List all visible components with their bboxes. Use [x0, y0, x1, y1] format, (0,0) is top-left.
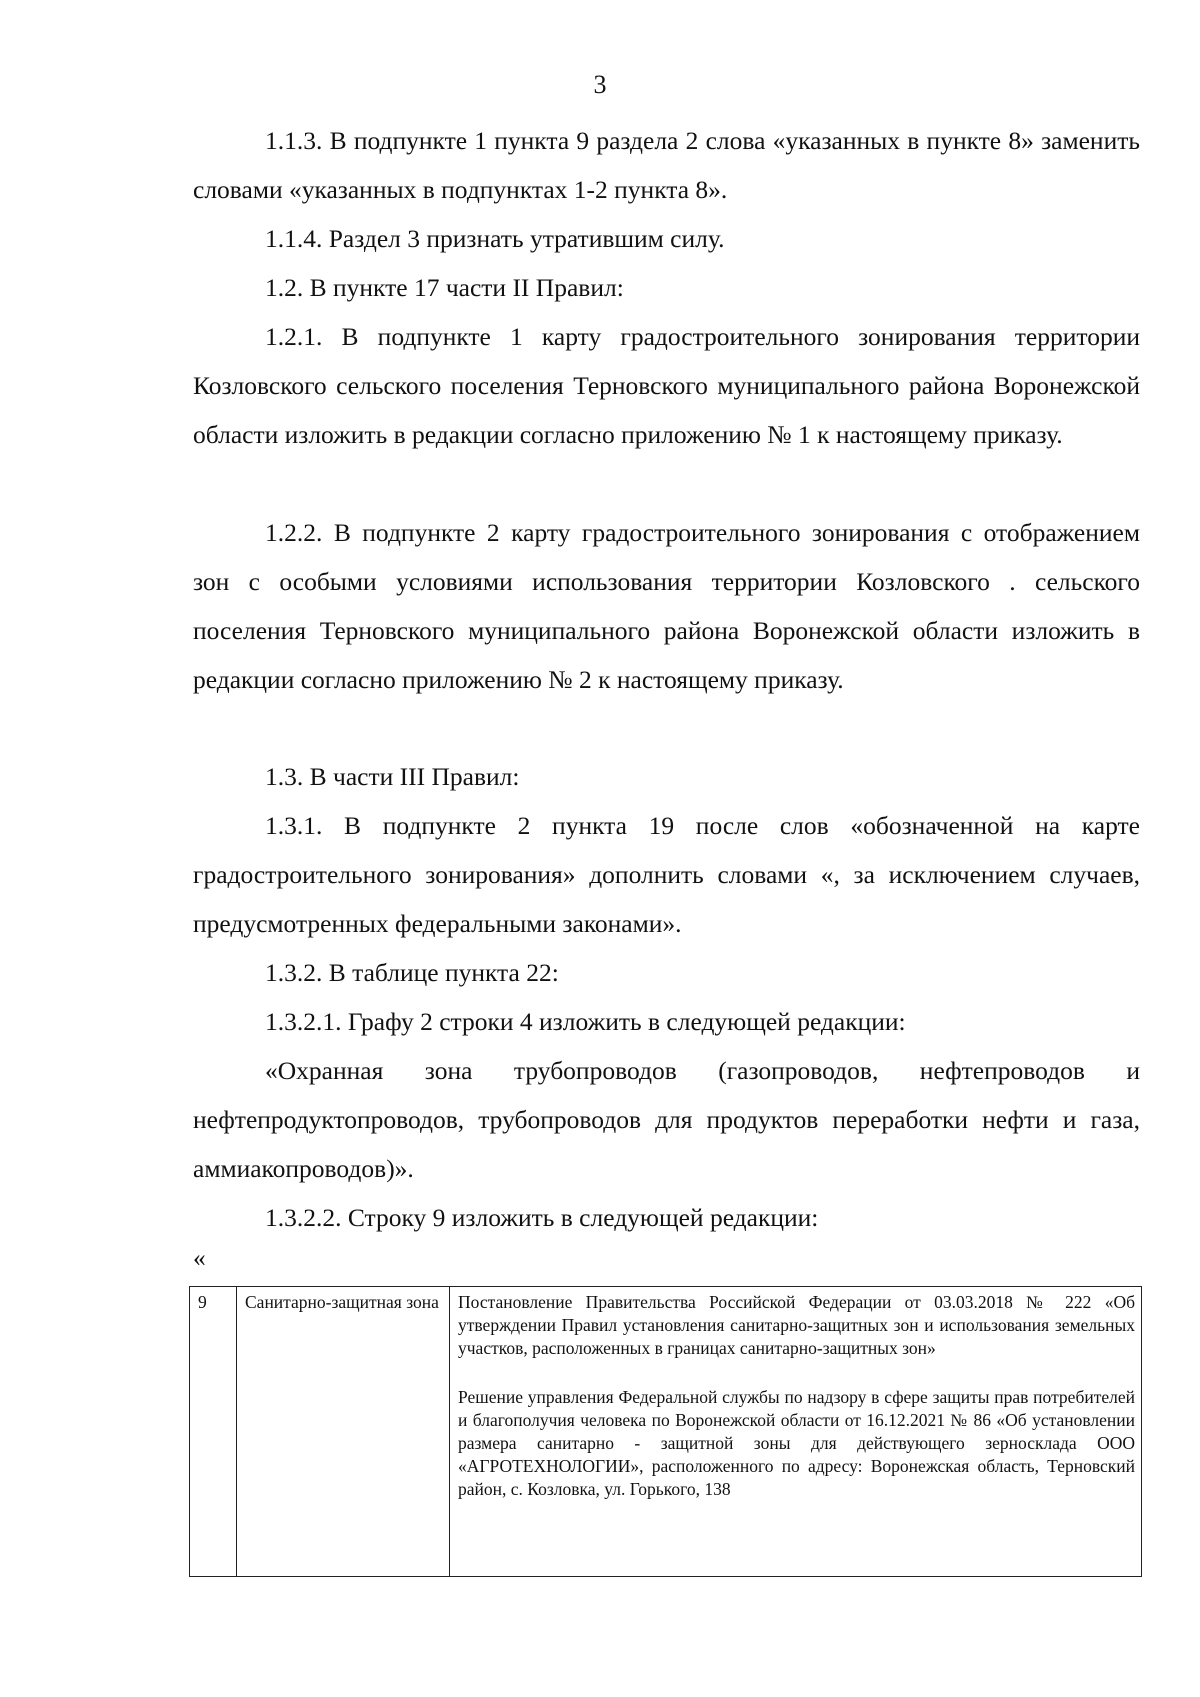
page-number: 3 — [593, 70, 607, 99]
paragraph-1-3-2-2: 1.3.2.2. Строку 9 изложить в следующей редакции: — [265, 1203, 819, 1232]
regulation-table — [189, 1286, 1142, 1577]
paragraph-quote-pipelines: «Охранная зона трубопроводов (газопроводов, нефтепроводов и нефтепродуктопроводов, трубопроводов для продуктов переработки нефти и газа, аммиакопроводов)». — [193, 1056, 1140, 1183]
legal-document-1: Постановление Правительства Российской Федерации от 03.03.2018 № 222 «Об утверждении Правил установления санитарно-защитных зон и использования земельных участков, расположенных в границах санитарно-защитных зон» — [458, 1292, 1135, 1358]
legal-document-2: Решение управления Федеральной службы по надзору в сфере защиты прав потребителей и благополучия человека по Воронежской области от 16.12.2021 № 86 «Об установлении размера санитарно - защитной зоны для действующего зерносклада ООО «АГРОТЕХНОЛОГИИ», расположенного по адресу: Воронежская область, Терновский район, с. Козловка, ул. Горького, 138 — [458, 1387, 1135, 1499]
paragraph-1-2-2: 1.2.2. В подпункте 2 карту градостроительного зонирования с отображением зон с особыми условиями использования территории Козловского . сельского поселения Терновского муниципального района Воронежской области изложить в редакции согласно приложению № 2 к настоящему приказу. — [193, 518, 1140, 694]
row-number-cell: 9 — [190, 1287, 237, 1577]
paragraph-1-1-4: 1.1.4. Раздел 3 признать утратившим силу. — [265, 224, 725, 253]
zone-name-cell: Санитарно-защитная зона — [237, 1287, 450, 1577]
legal-basis-cell — [450, 1287, 1142, 1577]
paragraph-1-3-1: 1.3.1. В подпункте 2 пункта 19 после слов «обозначенной на карте градостроительного зонирования» дополнить словами «, за исключением случаев, предусмотренных федеральными законами». — [193, 811, 1140, 938]
paragraph-1-1-3: 1.1.3. В подпункте 1 пункта 9 раздела 2 слова «указанных в пункте 8» заменить словами «указанных в подпунктах 1-2 пункта 8». — [193, 126, 1140, 204]
paragraph-1-3: 1.3. В части III Правил: — [265, 762, 520, 791]
paragraph-1-2: 1.2. В пункте 17 части II Правил: — [265, 273, 624, 302]
opening-quote-mark: « — [193, 1243, 206, 1272]
paragraph-1-3-2-1: 1.3.2.1. Графу 2 строки 4 изложить в следующей редакции: — [265, 1007, 906, 1036]
table-row — [190, 1287, 1142, 1577]
paragraph-1-2-1: 1.2.1. В подпункте 1 карту градостроительного зонирования территории Козловского сельского поселения Терновского муниципального района Воронежской области изложить в редакции согласно приложению № 1 к настоящему приказу. — [193, 322, 1140, 449]
paragraph-1-3-2: 1.3.2. В таблице пункта 22: — [265, 958, 559, 987]
